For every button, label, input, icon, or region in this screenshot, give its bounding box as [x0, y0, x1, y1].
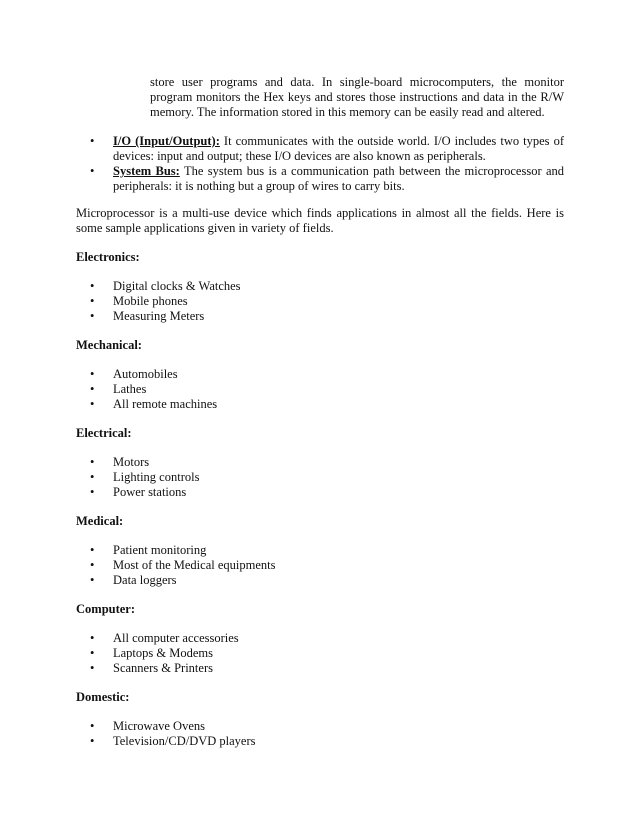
list-item: • Power stations [90, 485, 187, 499]
list-item: • Microwave Ovens [90, 719, 205, 733]
list-item: • Laptops & Modems [90, 646, 213, 660]
list-item: • Digital clocks & Watches [90, 279, 241, 293]
term-system-bus: System Bus: [113, 164, 180, 178]
application-list [76, 279, 564, 324]
bullet-icon: • [90, 734, 95, 748]
section-heading: Mechanical: [76, 338, 142, 352]
bullet-icon: • [90, 646, 95, 660]
section-electronics [76, 250, 564, 324]
intro-paragraph: Microprocessor is a multi-use device which finds applications in almost all the fields. Here is some sample applications given in variety of fields. [76, 206, 564, 235]
application-list [76, 455, 564, 500]
application-list [76, 367, 564, 412]
list-item: • Patient monitoring [90, 543, 207, 557]
section-heading: Computer: [76, 602, 136, 616]
bullet-icon: • [90, 558, 95, 572]
bullet-icon: • [90, 470, 95, 484]
section-heading: Electronics: [76, 250, 140, 264]
bullet-icon: • [90, 543, 95, 557]
list-item: • Television/CD/DVD players [90, 734, 256, 748]
bullet-icon: • [90, 367, 95, 381]
list-item: • Lathes [90, 382, 147, 396]
section-electrical [76, 426, 564, 500]
continuation-paragraph: store user programs and data. In single-board microcomputers, the monitor program monitors the Hex keys and stores those instructions and data in the R/W memory. The information stored in this memory can be easily read and altered. [150, 75, 564, 119]
bullet-icon: • [90, 573, 95, 587]
term-io: I/O (Input/Output): [113, 134, 220, 148]
list-item: • Mobile phones [90, 294, 188, 308]
section-medical [76, 514, 564, 588]
bullet-icon: • [90, 719, 95, 733]
desc-io: It communicates with the outside world. I/O includes two types of devices: input and output; these I/O devices are also known as peripherals. [113, 134, 564, 163]
bullet-icon: • [90, 631, 95, 645]
bullet-icon: • [90, 309, 95, 323]
list-item: • All remote machines [90, 397, 218, 411]
application-list [76, 543, 564, 588]
component-list [76, 134, 564, 194]
list-item: • All computer accessories [90, 631, 239, 645]
list-item: • Automobiles [90, 367, 178, 381]
list-item: • Data loggers [90, 573, 177, 587]
desc-system-bus: The system bus is a communication path between the microprocessor and peripherals: it is nothing but a group of wires to carry bits. [113, 164, 564, 193]
bullet-icon: • [90, 397, 95, 411]
application-list [76, 631, 564, 676]
list-item: • Motors [90, 455, 150, 469]
list-item-io [76, 134, 564, 164]
list-item: • Lighting controls [90, 470, 200, 484]
section-domestic [76, 690, 564, 749]
section-heading: Electrical: [76, 426, 132, 440]
list-item: • Measuring Meters [90, 309, 205, 323]
bullet-icon: • [90, 279, 95, 293]
section-mechanical [76, 338, 564, 412]
bullet-icon: • [90, 661, 95, 675]
section-heading: Domestic: [76, 690, 130, 704]
document-page [76, 75, 564, 749]
application-list [76, 719, 564, 749]
bullet-icon: • [90, 134, 95, 148]
list-item-system-bus [76, 164, 564, 194]
bullet-icon: • [90, 164, 95, 178]
list-item: • Most of the Medical equipments [90, 558, 276, 572]
bullet-icon: • [90, 485, 95, 499]
bullet-icon: • [90, 382, 95, 396]
list-item: • Scanners & Printers [90, 661, 213, 675]
section-computer [76, 602, 564, 676]
bullet-icon: • [90, 294, 95, 308]
section-heading: Medical: [76, 514, 124, 528]
bullet-icon: • [90, 455, 95, 469]
